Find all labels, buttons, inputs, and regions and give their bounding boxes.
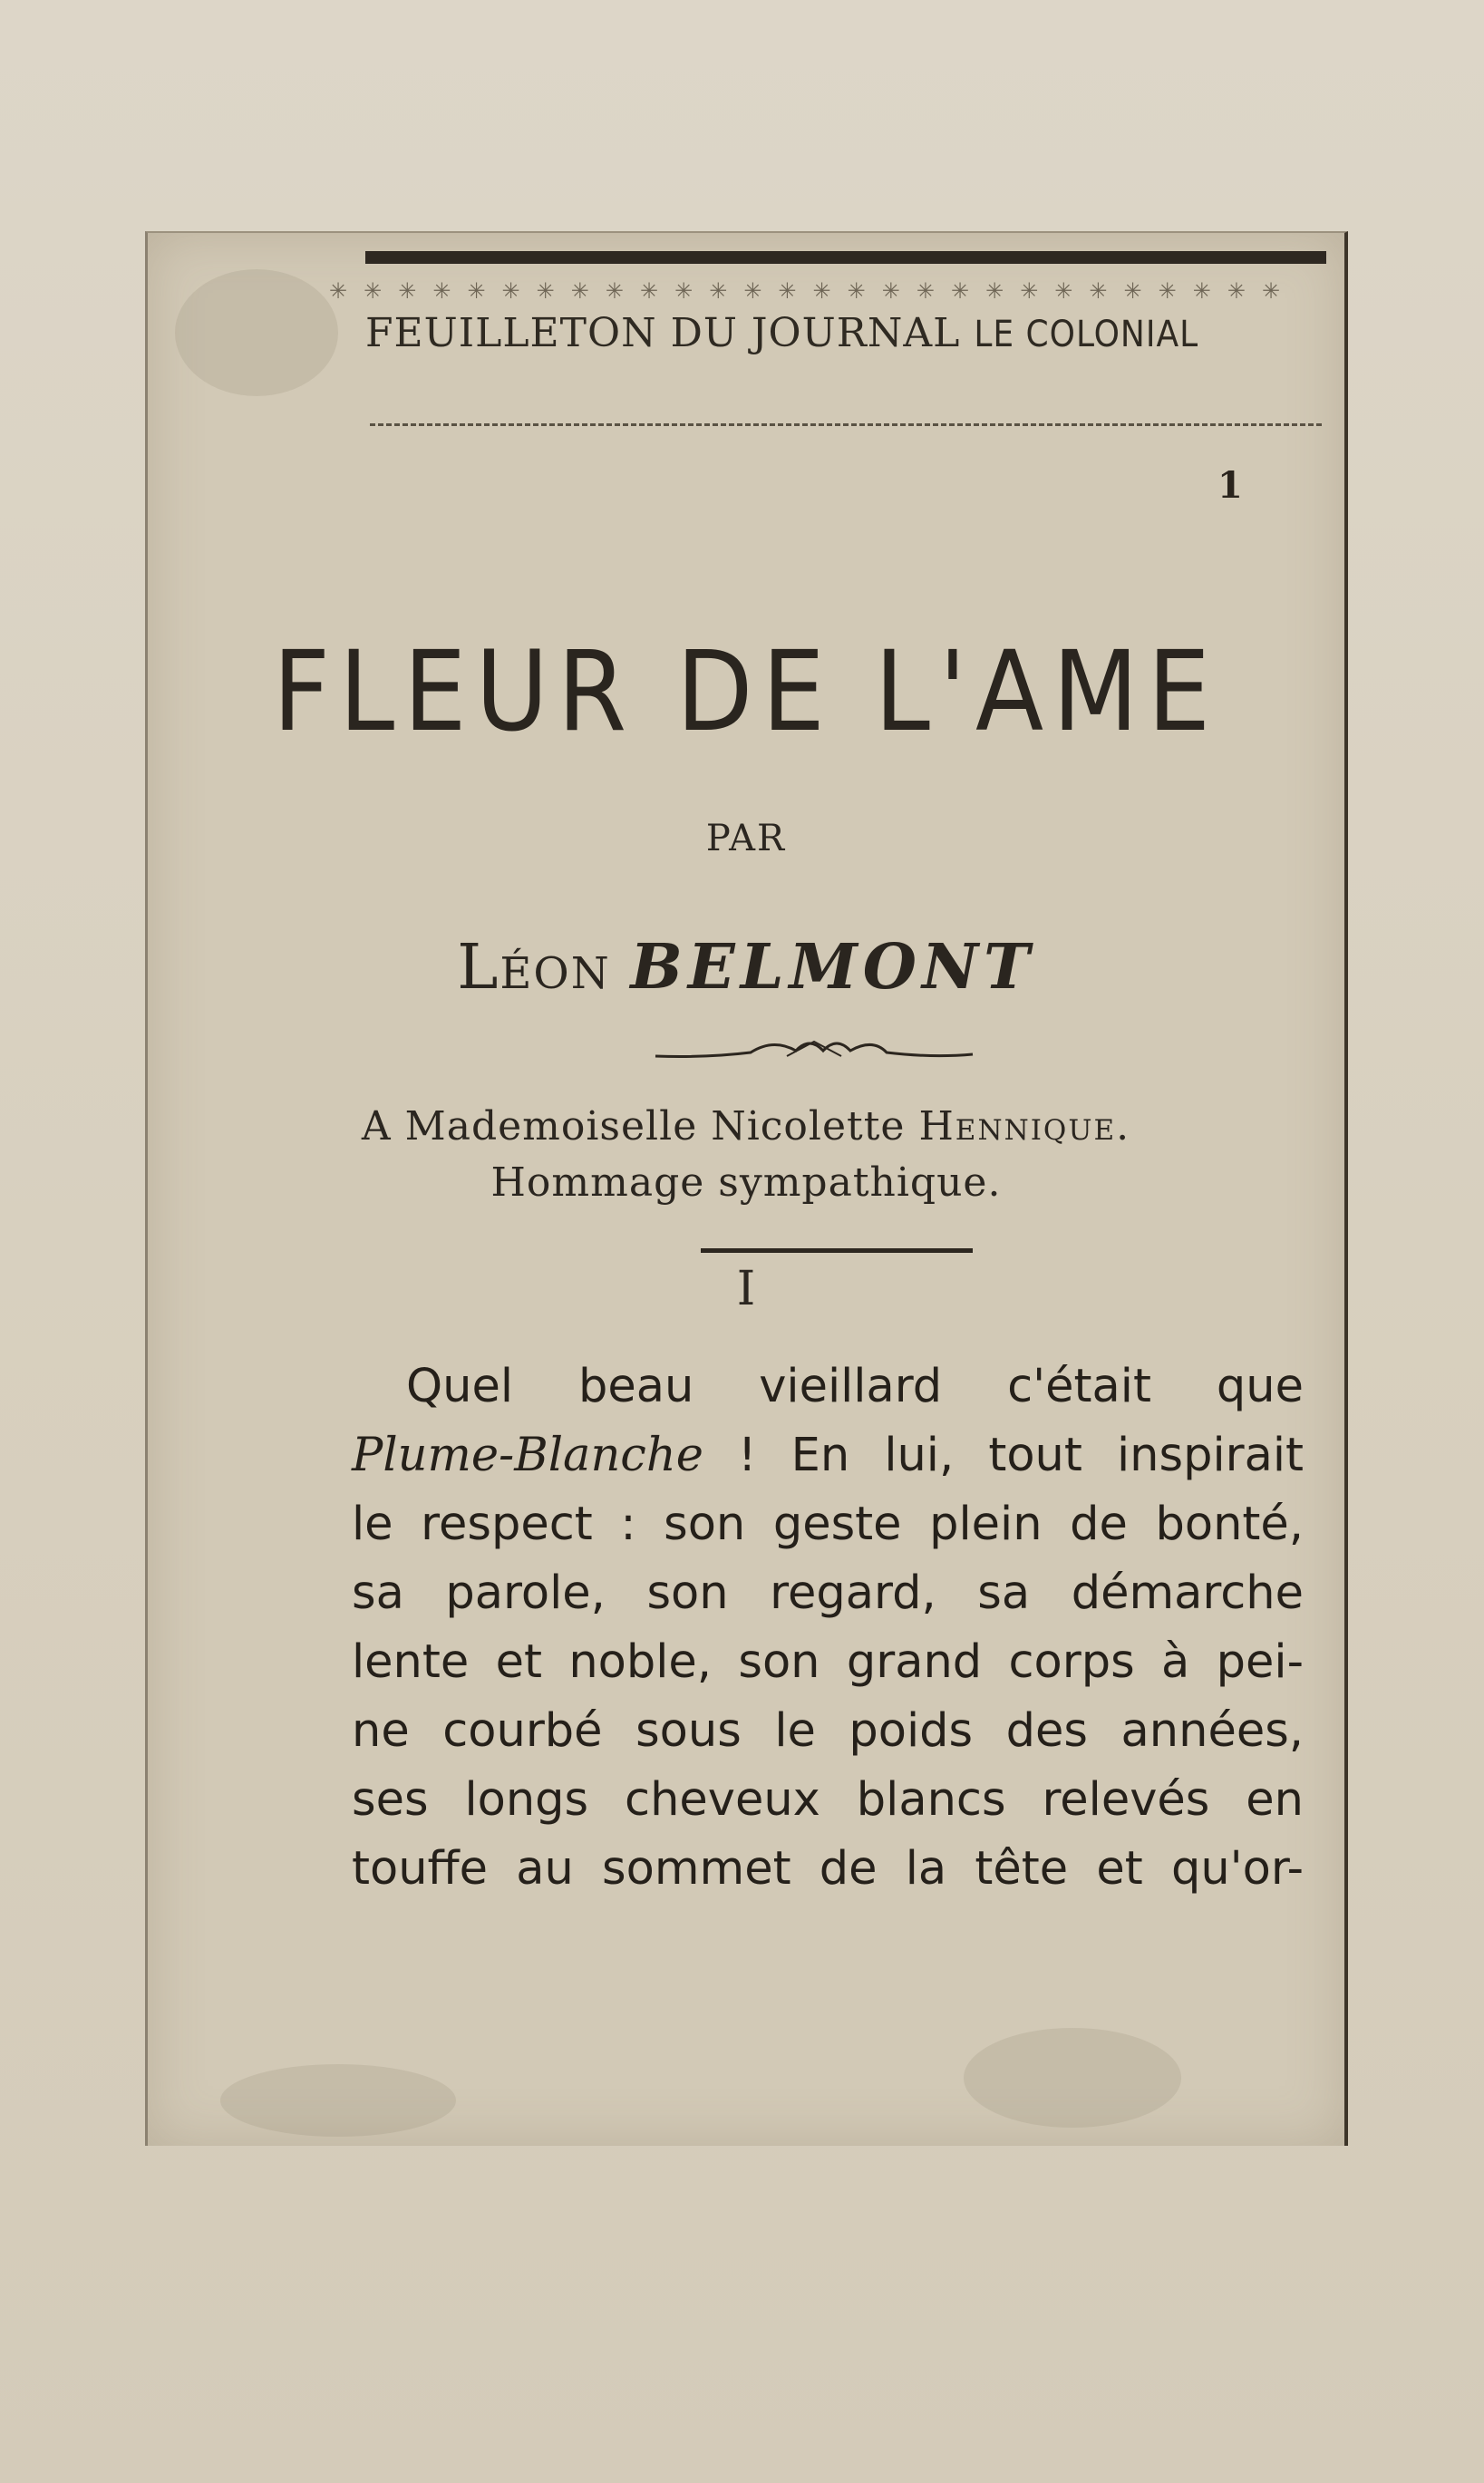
body-line: ne courbé sous le poids des années, — [352, 1704, 1304, 1758]
feuilleton-header — [365, 310, 1344, 356]
by-label: PAR — [705, 818, 787, 859]
header-divider — [370, 423, 1322, 426]
body-line: touffe au sommet de la tête et qu'or- — [352, 1842, 1304, 1896]
paper-stain — [964, 2028, 1181, 2128]
flourish-ornament — [651, 1031, 977, 1067]
paper-stain — [175, 269, 338, 396]
dedication-rule — [701, 1248, 973, 1253]
body-line: ses longs cheveux blancs relevés en — [352, 1773, 1304, 1827]
body-line-rest: ! En lui, tout inspirait — [703, 1429, 1304, 1482]
story-body — [352, 1353, 1304, 1904]
body-line — [352, 1421, 1304, 1490]
dedication — [148, 1099, 1344, 1211]
dedication-line-1 — [148, 1099, 1344, 1155]
paper-stain — [220, 2064, 456, 2137]
story-title: FLEUR DE L'AME — [272, 627, 1220, 756]
chapter-number: I — [736, 1262, 756, 1316]
author-last-name: BELMONT — [630, 931, 1035, 1004]
body-line: le respect : son geste plein de bonté, — [352, 1498, 1304, 1551]
dedication-line-2: Hommage sympathique. — [490, 1159, 1002, 1206]
body-line: lente et noble, son grand corps à pei- — [352, 1635, 1304, 1689]
newspaper-clipping — [145, 231, 1348, 2146]
dedication-recipient: A Mademoiselle Nicolette — [361, 1103, 906, 1149]
page-number: 1 — [1217, 464, 1243, 507]
body-line: sa parole, son regard, sa démarche — [352, 1566, 1304, 1620]
feuilleton-label: FEUILLETON DU JOURNAL — [365, 310, 961, 356]
dedication-surname: Hennique. — [918, 1103, 1131, 1149]
header-top-rule — [365, 251, 1326, 264]
character-name: Plume-Blanche — [352, 1429, 703, 1482]
body-line: Quel beau vieillard c'était que — [406, 1360, 1304, 1413]
publication-name: LE COLONIAL — [974, 314, 1199, 355]
author-first-name: Léon — [457, 932, 611, 1004]
header-ornament: ✳✳✳✳✳✳✳✳✳✳✳✳✳✳✳✳✳✳✳✳✳✳✳✳✳✳✳✳ — [329, 278, 1297, 304]
author-name — [148, 931, 1344, 1004]
